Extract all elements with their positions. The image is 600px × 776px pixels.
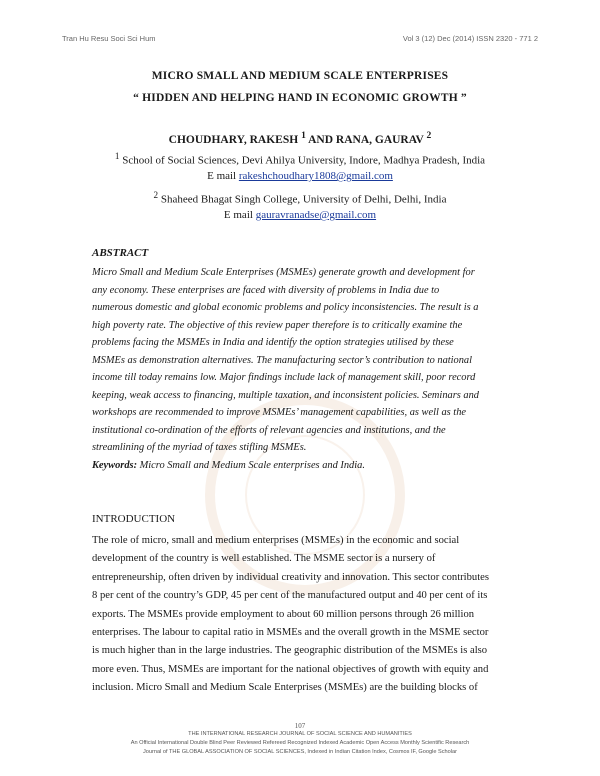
affiliation-2-superscript: 2 [153, 190, 159, 200]
abstract-line: keeping, weak access to financing, multiple taxation, and inconsistent policies. Seminars and [92, 389, 479, 401]
author-1-name: CHOUDHARY, RAKESH [168, 133, 299, 146]
email-2-link[interactable]: gauravranadse@gmail.com [255, 209, 377, 221]
abstract-line: institutional co-ordination of the efforts of relevant agencies and institutions, and the [92, 424, 446, 436]
keywords-line [92, 457, 512, 475]
introduction-line: exports. The MSMEs provide employment to about 60 million persons through 26 million [92, 608, 475, 620]
affiliation-2 [60, 190, 540, 206]
abstract-heading: ABSTRACT [92, 247, 149, 259]
journal-short-title: Tran Hu Resu Soci Sci Hum [62, 34, 156, 43]
introduction-line: entrepreneurship, often driven by individual creativity and innovation. This sector contributes [92, 571, 489, 583]
abstract-line: workshops are recommended to improve MSMEs’ management capabilities, as well as the [92, 407, 466, 419]
paper-title-line-1: MICRO SMALL AND MEDIUM SCALE ENTERPRISES [151, 70, 449, 82]
affiliation-1-superscript: 1 [114, 151, 120, 161]
introduction-line: more even. Thus, MSMEs are important for the national objectives of growth with equity and [92, 663, 489, 675]
abstract-line: numerous domestic and global economic problems and policy inconsistencies. The result is a [92, 302, 479, 314]
abstract-line: high poverty rate. The objective of this review paper therefore is to critically examine the [92, 319, 463, 331]
abstract-body [92, 264, 512, 475]
introduction-line: development of the country is well established. The MSME sector is a nursery of [92, 553, 436, 565]
email-2-line [60, 209, 540, 221]
introduction-line: inclusion. Micro Small and Medium Scale Enterprises (MSMEs) are the building blocks of [92, 682, 478, 694]
author-2-superscript: 2 [426, 130, 432, 141]
paper-title-line-2: “ HIDDEN AND HELPING HAND IN ECONOMIC GROWTH ” [133, 92, 467, 104]
introduction-body [92, 532, 512, 698]
abstract-line: any economy. These enterprises are faced with diversity of problems in India due to [92, 284, 440, 296]
email-1-line [60, 170, 540, 182]
email-1-label: E mail [207, 170, 237, 182]
abstract-line: streamlining of the myriad of taxes stifling MSMEs. [92, 442, 307, 454]
author-1-superscript: 1 [301, 130, 306, 141]
author-names [60, 130, 540, 146]
affiliation-1 [60, 151, 540, 167]
email-2-label: E mail [223, 209, 253, 221]
email-1-link[interactable]: rakeshchoudhary1808@gmail.com [238, 170, 393, 182]
footer-journal-name: THE INTERNATIONAL RESEARCH JOURNAL OF SOCIAL SCIENCE AND HUMANITIES [188, 731, 412, 737]
introduction-line: is much higher than in the large industries. The geographic distribution of the MSMEs is also [92, 645, 488, 657]
footer-description: An Official International Double Blind Peer Reviewed Refereed Recognized Indexed Academic Open Access Monthly Scientific Research [130, 740, 470, 746]
introduction-line: The role of micro, small and medium enterprises (MSMEs) in the economic and social [92, 535, 460, 546]
running-header [62, 34, 538, 43]
keywords-label: Keywords: [92, 460, 138, 472]
footer-indexing: Journal of THE GLOBAL ASSOCIATION OF SOCIAL SCIENCES, Indexed in Indian Citation Index, Cosmos IF, Google Scholar [142, 749, 457, 755]
abstract-line: problems facing the MSMEs in India and identify the option strategies utilised by these [92, 337, 454, 349]
abstract-line: Micro Small and Medium Scale Enterprises (MSMEs) generate growth and development for [92, 267, 475, 278]
affiliation-2-text: Shaheed Bhagat Singh College, University of Delhi, Delhi, India [160, 193, 447, 206]
introduction-line: enterprises. The labour to capital ratio in MSMEs and the overall growth in the MSME sector [92, 627, 489, 639]
page-number: 107 [294, 722, 306, 730]
volume-issn: Vol 3 (12) Dec (2014) ISSN 2320 - 771 2 [402, 34, 538, 43]
keywords-text: Micro Small and Medium Scale enterprises and India. [137, 460, 365, 472]
introduction-heading: INTRODUCTION [92, 513, 176, 525]
abstract-line: MSMEs as demonstration alternatives. The manufacturing sector’s contribution to national [92, 354, 473, 366]
affiliation-1-text: School of Social Sciences, Devi Ahilya University, Indore, Madhya Pradesh, India [122, 154, 486, 167]
abstract-line: income till today remains low. Major findings include lack of management skill, poor record [92, 372, 476, 384]
author-2-name: AND RANA, GAURAV [308, 133, 424, 146]
introduction-line: 8 per cent of the country’s GDP, 45 per cent of the manufactured output and 40 per cent of its [92, 590, 488, 602]
